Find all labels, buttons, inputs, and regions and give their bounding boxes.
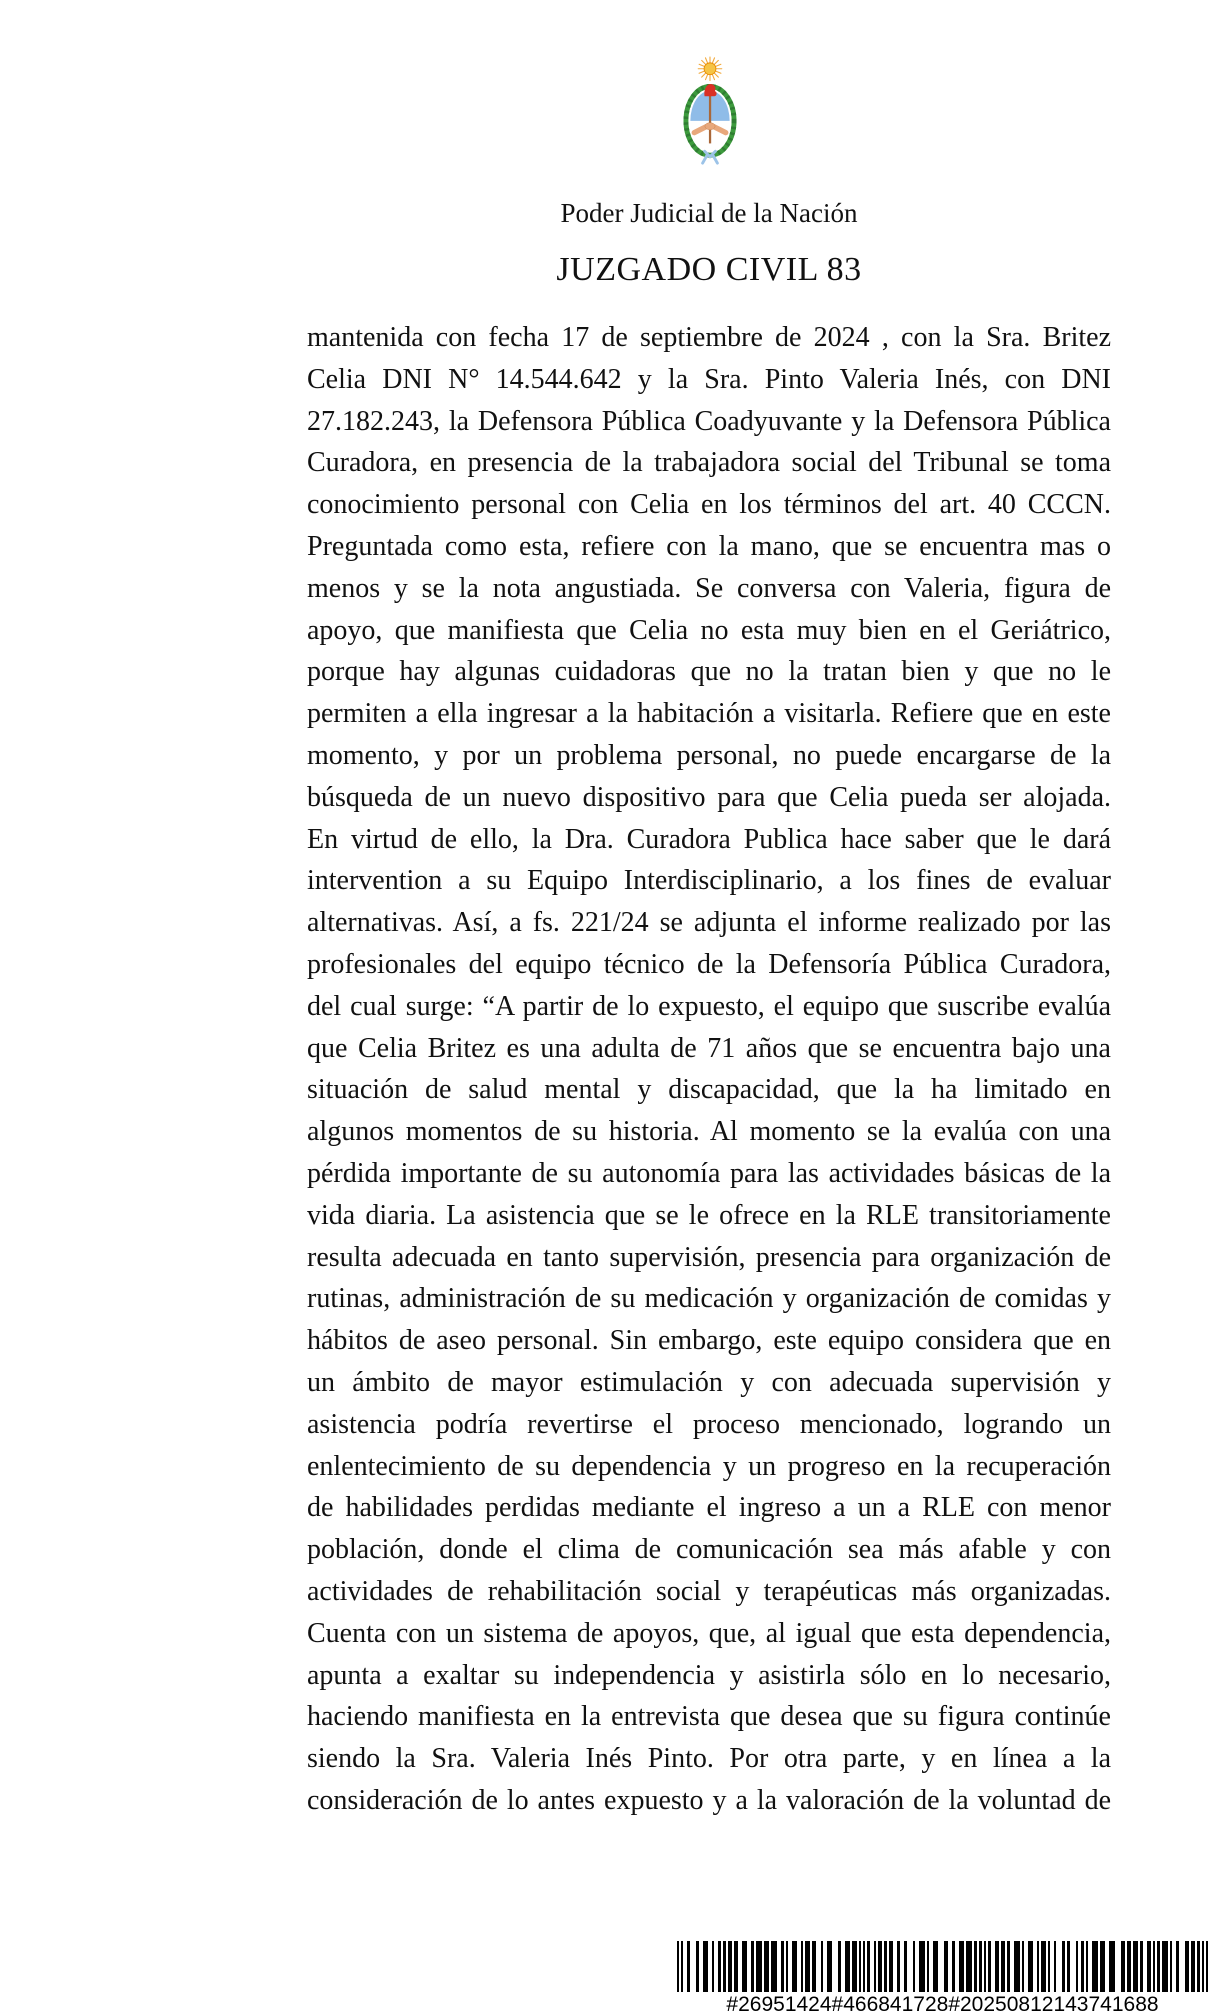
body-line: apunta a exaltar su independencia y asistirla sólo en lo necesario,: [307, 1659, 1111, 1691]
body-line: Curadora, en presencia de la trabajadora social del Tribunal se toma: [307, 447, 1111, 479]
body-line: consideración de lo antes expuesto y a la valoración de la voluntad de: [307, 1784, 1111, 1816]
body-line: apoyo, que manifiesta que Celia no esta muy bien en el Geriátrico,: [307, 614, 1111, 646]
body-line: que Celia Britez es una adulta de 71 años que se encuentra bajo una: [307, 1032, 1111, 1064]
body-line: siendo la Sra. Valeria Inés Pinto. Por otra parte, y en línea a la: [307, 1743, 1111, 1775]
body-line: población, donde el clima de comunicación sea más afable y con: [307, 1534, 1111, 1566]
body-line: de habilidades perdidas mediante el ingreso a un a RLE con menor: [307, 1492, 1111, 1524]
body-line: momento, y por un problema personal, no puede encargarse de la: [307, 739, 1111, 771]
body-line: situación de salud mental y discapacidad, que la ha limitado en: [307, 1074, 1111, 1106]
body-line: porque hay algunas cuidadoras que no la tratan bien y que no le: [307, 656, 1111, 688]
body-line: menos y se la nota angustiada. Se conversa con Valeria, figura de: [307, 572, 1111, 604]
body-line: Cuenta con un sistema de apoyos, que, al igual que esta dependencia,: [307, 1617, 1111, 1649]
argentina-coat-of-arms-icon: [677, 56, 743, 166]
body-line: permiten a ella ingresar a la habitación a visitarla. Refiere que en este: [307, 698, 1111, 730]
barcode-caption: #26951424#466841728#20250812143741688: [726, 1993, 1159, 2016]
body-line: actividades de rehabilitación social y terapéuticas más organizadas.: [307, 1575, 1111, 1607]
body-line: pérdida importante de su autonomía para las actividades básicas de la: [307, 1157, 1111, 1189]
document-body: [307, 317, 1111, 1822]
body-line: vida diaria. La asistencia que se le ofrece en la RLE transitoriamente: [307, 1199, 1111, 1231]
body-line: resulta adecuada en tanto supervisión, presencia para organización de: [307, 1241, 1111, 1273]
body-line: intervention a su Equipo Interdisciplinario, a los fines de evaluar: [307, 865, 1111, 897]
header-institution: Poder Judicial de la Nación: [560, 198, 858, 228]
body-line: búsqueda de un nuevo dispositivo para que Celia pueda ser alojada.: [307, 781, 1111, 813]
body-line: profesionales del equipo técnico de la Defensoría Pública Curadora,: [307, 948, 1111, 980]
body-line: hábitos de aseo personal. Sin embargo, este equipo considera que en: [307, 1325, 1111, 1357]
body-line: conocimiento personal con Celia en los términos del art. 40 CCCN.: [307, 489, 1111, 521]
body-line: Celia DNI N° 14.544.642 y la Sra. Pinto Valeria Inés, con DNI: [307, 363, 1111, 395]
body-line: haciendo manifiesta en la entrevista que desea que su figura continúe: [307, 1701, 1111, 1733]
body-line: del cual surge: “A partir de lo expuesto, el equipo que suscribe evalúa: [307, 990, 1111, 1022]
header-court-title: JUZGADO CIVIL 83: [556, 251, 862, 288]
body-line: En virtud de ello, la Dra. Curadora Publica hace saber que le dará: [307, 823, 1111, 855]
body-line: mantenida con fecha 17 de septiembre de 2024 , con la Sra. Britez: [307, 322, 1111, 353]
barcode-bars: [677, 1941, 1208, 1992]
body-line: asistencia podría revertirse el proceso mencionado, logrando un: [307, 1408, 1111, 1440]
body-line: enlentecimiento de su dependencia y un progreso en la recuperación: [307, 1450, 1111, 1482]
body-line: alternativas. Así, a fs. 221/24 se adjunta el informe realizado por las: [307, 907, 1111, 939]
barcode: [677, 1941, 1208, 2016]
body-line: rutinas, administración de su medicación y organización de comidas y: [307, 1283, 1111, 1315]
body-line: 27.182.243, la Defensora Pública Coadyuvante y la Defensora Pública: [307, 405, 1111, 437]
body-line: algunos momentos de su historia. Al momento se la evalúa con una: [307, 1116, 1111, 1148]
body-line: un ámbito de mayor estimulación y con adecuada supervisión y: [307, 1366, 1111, 1398]
body-line: Preguntada como esta, refiere con la mano, que se encuentra mas o: [307, 530, 1111, 562]
